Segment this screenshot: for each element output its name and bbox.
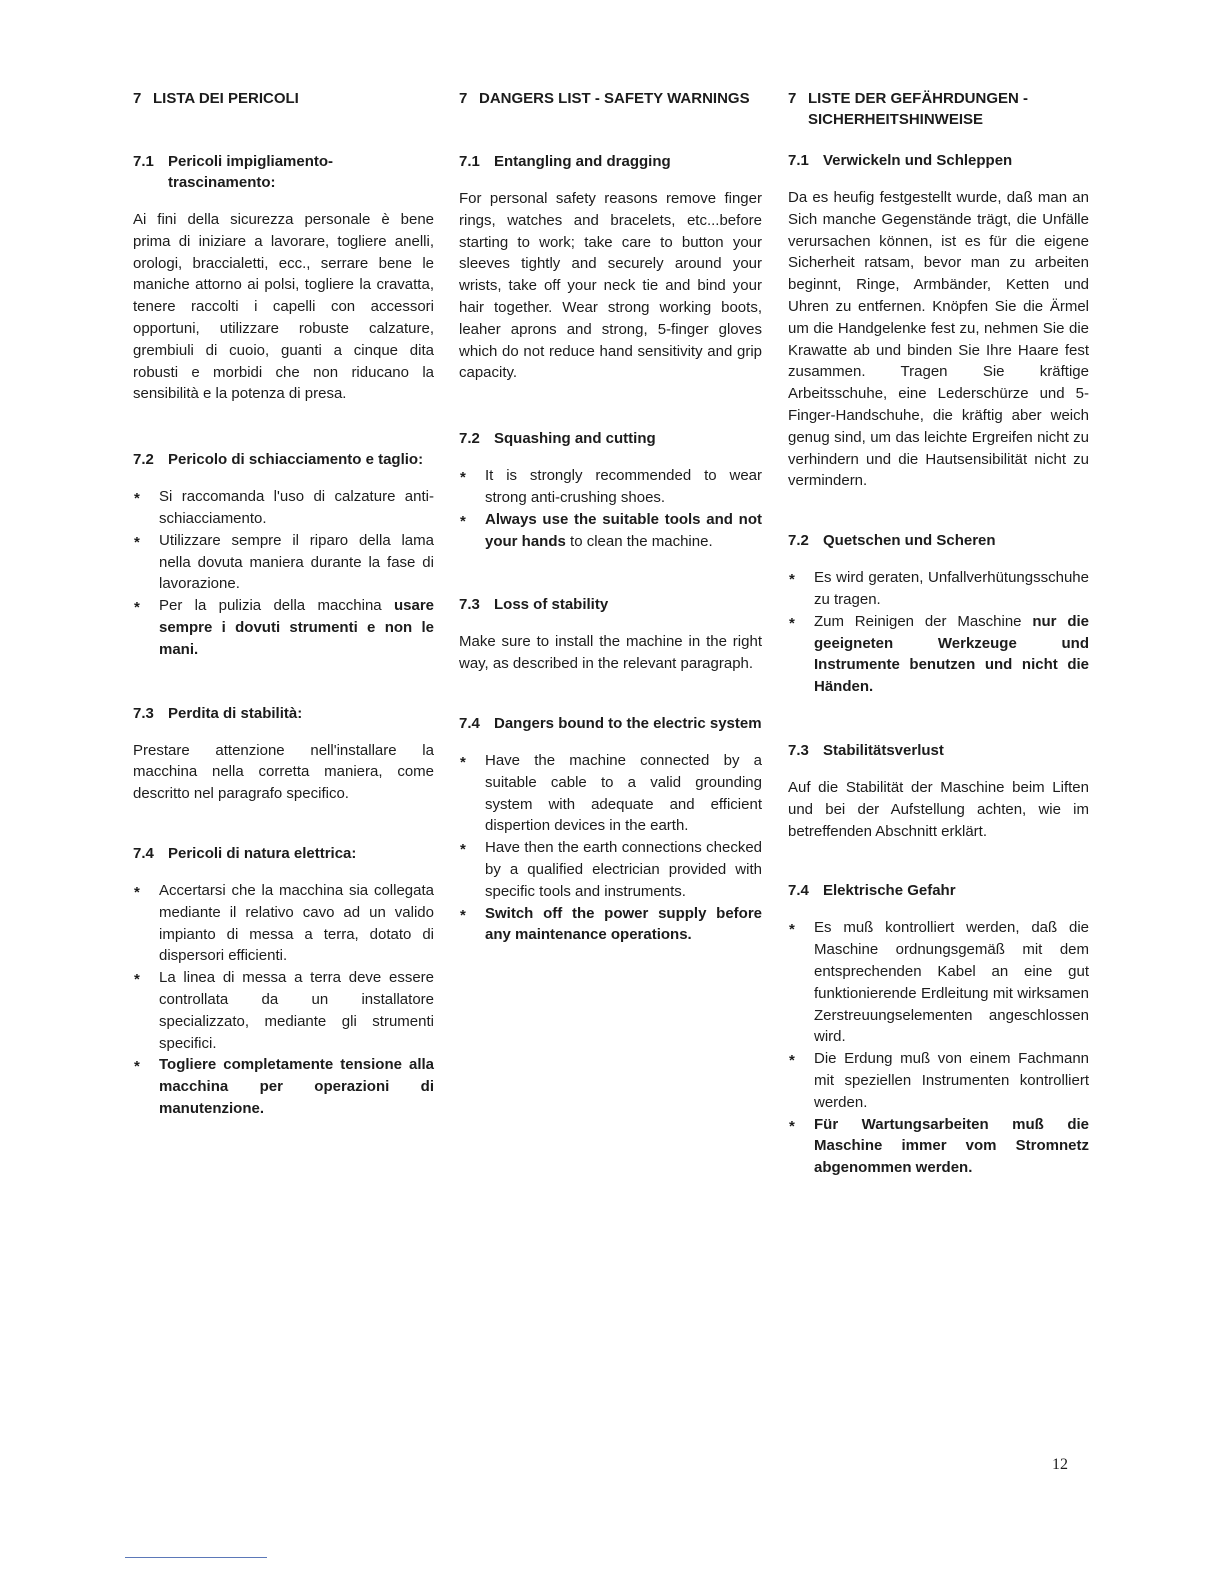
subsection-number: 7.3 — [133, 704, 154, 722]
list-item: * Die Erdung muß von einem Fachmann mit speziellen Instrumenten kontrolliert werden. — [788, 1048, 1089, 1113]
subsection-number: 7.3 — [788, 741, 809, 759]
paragraph: Prestare attenzione nell'installare la macchina nella corretta maniera, come descritto nel paragrafo specifico. — [133, 741, 434, 803]
section-title-it — [133, 88, 434, 109]
subsection-number: 7.3 — [459, 596, 480, 614]
subsection-title — [788, 530, 1089, 551]
subsection-title — [133, 843, 434, 864]
paragraph: For personal safety reasons remove finger rings, watches and bracelets, etc...before starting to work; take care to button your sleeves tightly and securely around your wrists, take off your neck tie and bind your hair together. Wear strong working boots, leaher aprons and strong, 5-finger gloves which do not reduce hand sensitivity and grip capacity. — [459, 190, 762, 382]
paragraph: Auf die Stabilität der Maschine beim Liften und bei der Aufstellung achten, wie im betreffenden Abschnitt erklärt. — [788, 778, 1089, 840]
section-number: 7 — [133, 90, 142, 107]
list-item — [788, 611, 1089, 698]
subsection-title-text: Pericolo di schiacciamento e taglio: — [168, 451, 424, 469]
bullet-list — [459, 750, 762, 946]
italian-column — [133, 88, 434, 1120]
section-title-text: DANGERS LIST - SAFETY WARNINGS — [479, 90, 750, 107]
subsection-number: 7.1 — [133, 153, 154, 170]
list-item: * Togliere completamente tensione alla macchina per operazioni di manutenzione. — [133, 1054, 434, 1119]
list-item: * Have the machine connected by a suitable cable to a valid grounding system with adequate and efficient dispertion devices in the earth. — [459, 750, 762, 837]
subsection-title-text: Stabilitätsverlust — [823, 741, 944, 759]
german-column — [788, 88, 1089, 1179]
bullet-list — [133, 880, 434, 1120]
section-number: 7 — [788, 90, 797, 107]
list-item: * Have then the earth connections checked by a qualified electrician provided with specific tools and instruments. — [459, 837, 762, 902]
list-item: * Switch off the power supply before any maintenance operations. — [459, 903, 762, 947]
list-item — [133, 595, 434, 660]
list-item-text: Per la pulizia della macchina — [159, 597, 394, 615]
subsection-title-text: Pericoli impigliamento-trascinamento: — [168, 153, 334, 191]
subsection-title-text: Dangers bound to the electric system — [494, 714, 762, 732]
footnote-separator — [125, 1557, 267, 1558]
list-item-text: Zum Reinigen der Maschine — [814, 612, 1033, 630]
list-item-bold-text: Always use the suitable tools and not your hands — [485, 510, 762, 550]
page-number: 12 — [1052, 1456, 1068, 1473]
subsection-number: 7.4 — [133, 844, 154, 862]
list-item: * Utilizzare sempre il riparo della lama nella dovuta maniera durante la fase di lavorazione. — [133, 530, 434, 595]
subsection-title — [459, 151, 762, 172]
bullet-list — [788, 917, 1089, 1179]
subsection-number: 7.1 — [788, 152, 809, 169]
section-title-text: LISTA DEI PERICOLI — [153, 90, 299, 107]
section-title-en — [459, 88, 762, 109]
list-item: * Es wird geraten, Unfallverhütungsschuhe zu tragen. — [788, 567, 1089, 611]
subsection-title-text: Pericoli di natura elettrica: — [168, 844, 357, 862]
subsection-number: 7.2 — [459, 430, 480, 448]
section-title-de — [788, 88, 1089, 130]
subsection-title — [788, 880, 1089, 901]
subsection-title-text: Quetschen und Scheren — [823, 532, 996, 550]
subsection-title — [788, 150, 1089, 171]
section-number: 7 — [459, 90, 468, 107]
list-item-text: to clean the machine. — [565, 532, 713, 550]
paragraph: Make sure to install the machine in the right way, as described in the relevant paragraph. — [459, 633, 762, 673]
list-item: * Accertarsi che la macchina sia collegata mediante il relativo cavo ad un valido impianto di messa a terra, dotato di dispersori efficienti. — [133, 880, 434, 967]
bullet-list — [133, 486, 434, 660]
subsection-title — [459, 594, 762, 615]
list-item: * Es muß kontrolliert werden, daß die Maschine ordnungsgemäß mit dem entsprechenden Kabel an eine gut funktionierende Erdleitung mit wirksamen Zerstreuungselementen angeschlossen wird. — [788, 917, 1089, 1048]
subsection-title-text: Loss of stability — [494, 596, 609, 614]
paragraph: Ai fini della sicurezza personale è bene prima di iniziare a lavorare, togliere anelli, orologi, braccialetti, ecc., serrare bene le maniche attorno ai polsi, togliere la cravatta, tenere raccolti i capelli con accessori opportuni, utilizzare robuste calzature, grembiuli di cuoio, guanti a cinque dita robusti e morbidi che non riducano la sensibilità e la potenza di presa. — [133, 211, 434, 403]
subsection-title — [459, 428, 762, 449]
list-item: * Si raccomanda l'uso di calzature anti-schiacciamento. — [133, 486, 434, 530]
subsection-title — [459, 713, 762, 734]
subsection-title-text: Squashing and cutting — [494, 430, 656, 448]
subsection-number: 7.2 — [788, 532, 809, 550]
list-item: * La linea di messa a terra deve essere controllata da un installatore specializzato, mediante gli strumenti specifici. — [133, 967, 434, 1054]
subsection-title — [788, 740, 1089, 761]
paragraph: Da es heufig festgestellt wurde, daß man an Sich manche Gegenstände trägt, die Unfälle verursachen können, ist es für die eigene Sicherheit ratsam, bevor man zu arbeiten beginnt, Ringe, Armbänder, Ketten und Uhren zu entfernen. Knöpfen Sie die Ärmel um die Handgelenke fest zu, nehmen Sie die Krawatte ab und binden Sie Ihre Haare fest zusammen. Tragen Sie kräftige Arbeitsschuhe, eine Lederschürze und 5-Finger-Handschuhe, die kräftig aber weich genug sind, um das leichte Ergreifen nicht zu verhindern und die Hautsensibilität nicht zu vermindern. — [788, 189, 1089, 490]
subsection-title — [133, 151, 434, 193]
list-item-bold-text: usare sempre i dovuti strumenti e non le mani. — [159, 597, 434, 658]
section-title-text: LISTE DER GEFÄHRDUNGEN - SICHERHEITSHINWEISE — [808, 90, 1029, 128]
list-item: * It is strongly recommended to wear strong anti-crushing shoes. — [459, 465, 762, 509]
subsection-title-text: Verwickeln und Schleppen — [823, 152, 1013, 169]
subsection-number: 7.4 — [459, 714, 480, 732]
list-item: * Für Wartungsarbeiten muß die Maschine immer vom Stromnetz abgenommen werden. — [788, 1114, 1089, 1179]
subsection-title-text: Elektrische Gefahr — [823, 882, 956, 900]
subsection-title — [133, 449, 434, 470]
english-column — [459, 88, 762, 946]
subsection-number: 7.2 — [133, 451, 154, 469]
subsection-title — [133, 703, 434, 724]
bullet-list — [459, 465, 762, 552]
bullet-list — [788, 567, 1089, 698]
subsection-number: 7.1 — [459, 153, 480, 170]
list-item-bold-text: nur die geeigneten Werkzeuge und Instrumente benutzen und nicht die Händen. — [814, 612, 1089, 696]
subsection-title-text: Perdita di stabilità: — [168, 704, 303, 722]
list-item — [459, 509, 762, 553]
subsection-title-text: Entangling and dragging — [494, 153, 671, 170]
subsection-number: 7.4 — [788, 882, 809, 900]
